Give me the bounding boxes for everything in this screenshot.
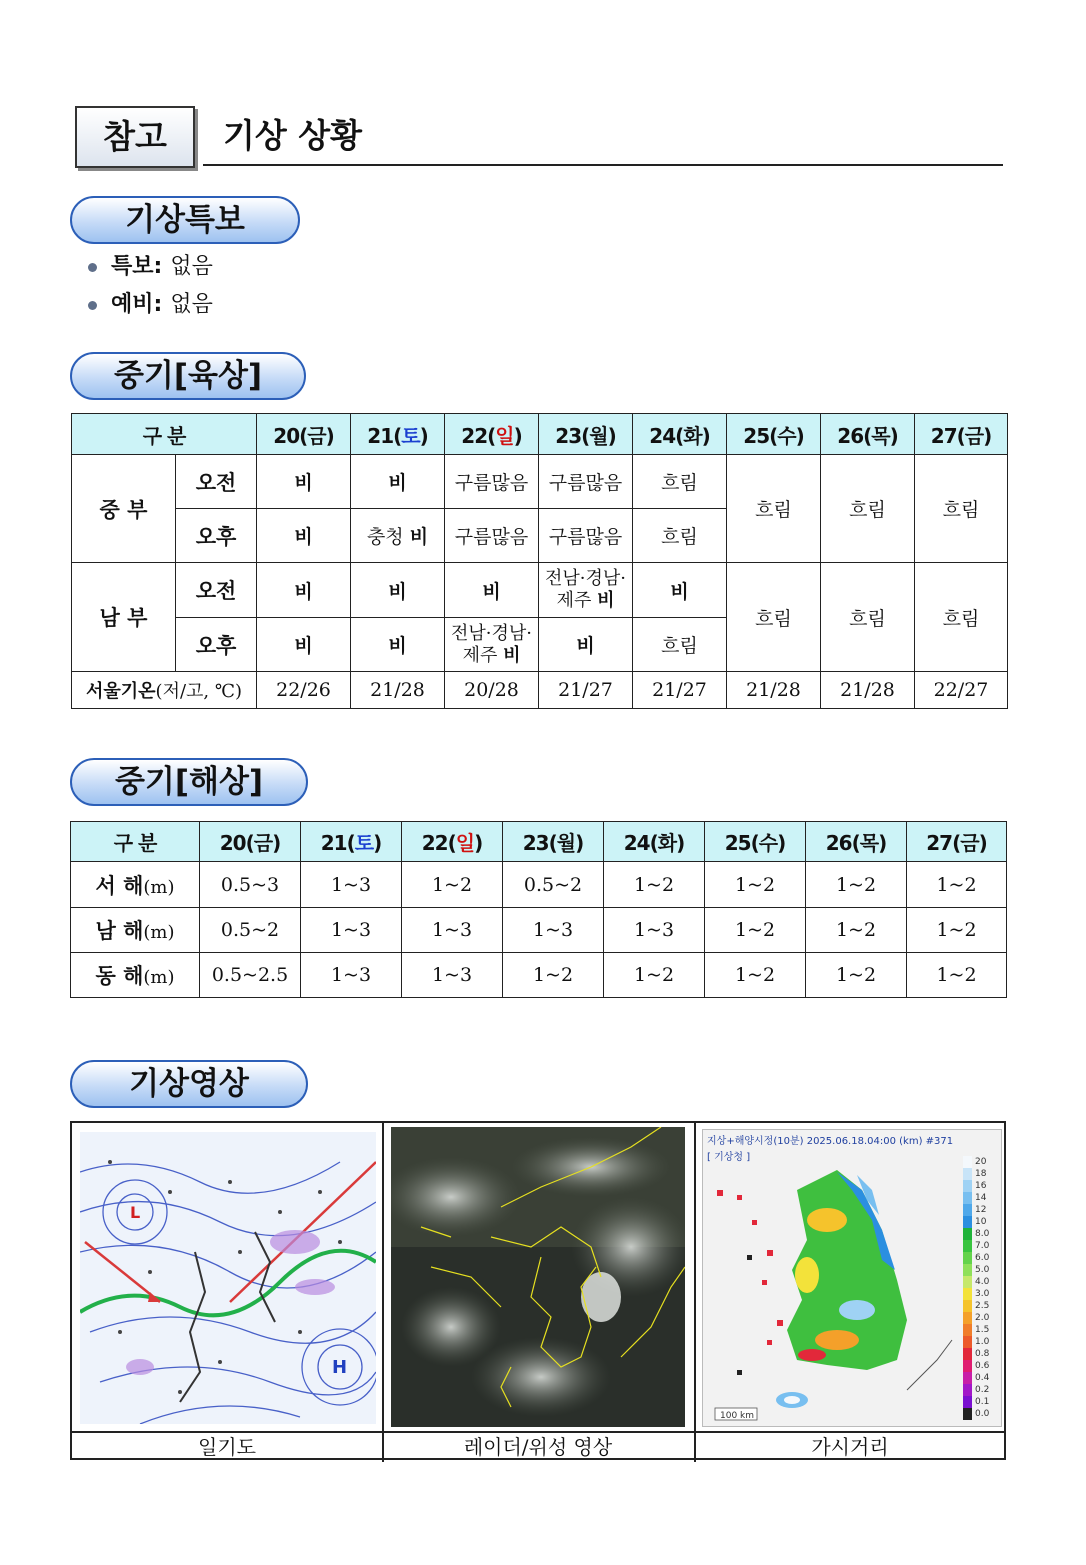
temp-cell: 22/27 — [915, 672, 1008, 709]
section-title-special: 기상특보 — [70, 196, 300, 244]
legend-swatch — [963, 1384, 972, 1396]
high-pressure-label: H — [332, 1357, 348, 1378]
forecast-cell: 흐림 — [727, 455, 821, 563]
wave-cell: 1~3 — [301, 862, 402, 908]
region-prefix: 전남·경남· — [545, 568, 627, 589]
legend-label: 4.0 — [975, 1277, 990, 1287]
low-pressure-label: L — [130, 1203, 141, 1222]
period-label: 오전 — [176, 563, 257, 618]
day-header: 20(금) — [200, 822, 301, 862]
day-header: 27(금) — [915, 414, 1008, 455]
legend-swatch — [963, 1156, 972, 1168]
forecast-cell: 비 — [257, 563, 351, 618]
forecast-cell: 구름많음 — [445, 509, 539, 563]
forecast-cell: 흐림 — [821, 455, 915, 563]
wave-cell: 1~2 — [705, 862, 806, 908]
forecast-cell: 비 — [445, 563, 539, 618]
legend-label: 2.5 — [975, 1301, 990, 1311]
sea-forecast-table — [70, 821, 1007, 998]
day-header: 22(일) — [402, 822, 503, 862]
special-report-list — [88, 248, 213, 324]
sea-label: 동 해(m) — [71, 953, 200, 998]
title-underline — [203, 164, 1003, 166]
day-header: 23(월) — [503, 822, 604, 862]
legend-swatch — [963, 1408, 972, 1420]
forecast-cell: 흐림 — [727, 563, 821, 672]
legend-swatch — [963, 1360, 972, 1372]
forecast-cell: 흐림 — [915, 563, 1008, 672]
day-header: 23(월) — [539, 414, 633, 455]
land-forecast-table — [71, 413, 1008, 709]
day-header: 27(금) — [907, 822, 1007, 862]
section-title-imagery: 기상영상 — [70, 1060, 308, 1108]
seoul-temp-label: 서울기온(저/고, ℃) — [72, 672, 257, 709]
legend-swatch — [963, 1204, 972, 1216]
section-title-land: 중기[육상] — [70, 352, 306, 400]
wave-cell: 1~2 — [907, 953, 1007, 998]
temp-cell: 21/27 — [633, 672, 727, 709]
table-row — [72, 455, 1008, 509]
period-label: 오후 — [176, 509, 257, 563]
wave-cell: 0.5~3 — [200, 862, 301, 908]
forecast-cell: 비 — [257, 509, 351, 563]
period-label: 오전 — [176, 455, 257, 509]
legend-label: 0.0 — [975, 1409, 990, 1419]
region-prefix: 전남·경남· — [451, 622, 533, 644]
forecast-cell: 흐림 — [633, 618, 727, 672]
forecast-cell: 비 — [633, 563, 727, 618]
wave-cell: 1~3 — [301, 908, 402, 953]
forecast-cell: 비 — [351, 563, 445, 618]
wave-cell: 1~3 — [402, 908, 503, 953]
legend-swatch — [963, 1216, 972, 1228]
legend-swatch — [963, 1396, 972, 1408]
weather-chart-cell — [72, 1123, 384, 1431]
wave-cell: 1~2 — [907, 908, 1007, 953]
reference-tag: 참고 — [75, 106, 195, 168]
wave-cell: 1~2 — [907, 862, 1007, 908]
forecast-cell: 비 — [257, 618, 351, 672]
legend-label: 0.4 — [975, 1373, 990, 1383]
sea-label: 남 해(m) — [71, 908, 200, 953]
legend-swatch — [963, 1312, 972, 1324]
table-row — [72, 563, 1008, 618]
day-header: 24(화) — [604, 822, 705, 862]
page-title: 기상 상황 — [223, 116, 363, 155]
wave-cell: 1~2 — [604, 862, 705, 908]
imagery-panel — [70, 1121, 1006, 1460]
legend-swatch — [963, 1336, 972, 1348]
region-label-central: 중 부 — [72, 455, 176, 563]
temp-cell: 20/28 — [445, 672, 539, 709]
forecast-cell: 비 — [351, 455, 445, 509]
forecast-main: 비 — [503, 644, 521, 666]
wave-cell: 1~2 — [503, 953, 604, 998]
legend-label: 0.6 — [975, 1361, 990, 1371]
wave-cell: 0.5~2.5 — [200, 953, 301, 998]
legend-swatch — [963, 1252, 972, 1264]
korea-visibility-map — [707, 1160, 957, 1424]
day-header: 24(화) — [633, 414, 727, 455]
legend-swatch — [963, 1228, 972, 1240]
temp-cell: 21/28 — [727, 672, 821, 709]
wave-cell: 1~3 — [402, 953, 503, 998]
legend-label: 1.5 — [975, 1325, 990, 1335]
table-row — [72, 672, 1008, 709]
forecast-cell: 구름많음 — [445, 455, 539, 509]
forecast-main: 비 — [597, 590, 615, 611]
legend-label: 16 — [975, 1181, 987, 1191]
legend-label: 0.2 — [975, 1385, 990, 1395]
legend-swatch — [963, 1168, 972, 1180]
legend-label: 20 — [975, 1157, 987, 1167]
table-row — [71, 862, 1007, 908]
agency-label: [ 기상청 ] — [707, 1152, 751, 1163]
wave-cell: 1~3 — [301, 953, 402, 998]
legend-label: 14 — [975, 1193, 987, 1203]
forecast-cell: 구름많음 — [539, 455, 633, 509]
legend-swatch — [963, 1180, 972, 1192]
visibility-legend — [963, 1156, 999, 1422]
satellite-image — [391, 1127, 685, 1427]
wave-cell: 1~3 — [503, 908, 604, 953]
forecast-cell: 비 — [539, 618, 633, 672]
table-header-row — [72, 414, 1008, 455]
legend-label: 12 — [975, 1205, 987, 1215]
day-header: 26(목) — [806, 822, 907, 862]
map-scale-label: 100 km — [720, 1411, 755, 1421]
legend-swatch — [963, 1372, 972, 1384]
legend-label: 18 — [975, 1169, 987, 1179]
region-label-south: 남 부 — [72, 563, 176, 672]
day-header: 22(일) — [445, 414, 539, 455]
weather-chart-image — [80, 1132, 376, 1424]
forecast-cell — [539, 563, 633, 618]
forecast-cell: 흐림 — [633, 455, 727, 509]
table-row — [71, 908, 1007, 953]
sea-label: 서 해(m) — [71, 862, 200, 908]
forecast-cell: 비 — [257, 455, 351, 509]
wave-cell: 1~2 — [604, 953, 705, 998]
wave-cell: 1~2 — [402, 862, 503, 908]
table-row — [71, 953, 1007, 998]
legend-swatch — [963, 1276, 972, 1288]
legend-label: 3.0 — [975, 1289, 990, 1299]
legend-swatch — [963, 1324, 972, 1336]
legend-label: 5.0 — [975, 1265, 990, 1275]
temp-cell: 22/26 — [257, 672, 351, 709]
day-header: 20(금) — [257, 414, 351, 455]
period-label: 오후 — [176, 618, 257, 672]
region-prefix: 제주 — [556, 590, 592, 611]
legend-label: 0.8 — [975, 1349, 990, 1359]
visibility-map-image — [702, 1129, 1002, 1427]
forecast-cell — [445, 618, 539, 672]
table-header-row — [71, 822, 1007, 862]
page-header — [75, 106, 1003, 168]
wave-cell: 1~2 — [705, 953, 806, 998]
legend-swatch — [963, 1240, 972, 1252]
bullet-icon — [88, 263, 97, 272]
caption-satellite: 레이더/위성 영상 — [382, 1431, 696, 1462]
bullet-icon — [88, 301, 97, 310]
legend-label: 6.0 — [975, 1253, 990, 1263]
forecast-main: 비 — [409, 526, 429, 548]
visibility-map-title: 지상+해양시정(10분) 2025.06.18.04:00 (km) #371 — [707, 1136, 954, 1147]
wave-cell: 1~2 — [806, 862, 907, 908]
temp-cell: 21/27 — [539, 672, 633, 709]
legend-label: 7.0 — [975, 1241, 990, 1251]
wave-cell: 1~2 — [705, 908, 806, 953]
forecast-cell: 흐림 — [915, 455, 1008, 563]
legend-label: 1.0 — [975, 1337, 990, 1347]
legend-swatch — [963, 1264, 972, 1276]
temp-cell: 21/28 — [351, 672, 445, 709]
forecast-cell: 흐림 — [821, 563, 915, 672]
caption-visibility: 가시거리 — [694, 1431, 1006, 1462]
satellite-cell — [382, 1123, 696, 1431]
item-value: 없음 — [170, 254, 213, 279]
section-title-sea: 중기[해상] — [70, 758, 308, 806]
legend-swatch — [963, 1348, 972, 1360]
forecast-cell: 비 — [351, 618, 445, 672]
legend-swatch — [963, 1288, 972, 1300]
legend-label: 8.0 — [975, 1229, 990, 1239]
day-header: 25(수) — [727, 414, 821, 455]
list-item — [88, 248, 213, 286]
wave-cell: 0.5~2 — [503, 862, 604, 908]
temp-cell: 21/28 — [821, 672, 915, 709]
day-header: 21(토) — [301, 822, 402, 862]
region-prefix: 제주 — [462, 644, 498, 666]
caption-weather-chart: 일기도 — [72, 1431, 384, 1462]
item-label: 예비: — [111, 292, 163, 317]
wave-cell: 1~3 — [604, 908, 705, 953]
item-value: 없음 — [170, 292, 213, 317]
region-prefix: 충청 — [366, 526, 404, 548]
wave-cell: 1~2 — [806, 908, 907, 953]
category-header: 구 분 — [72, 414, 257, 455]
legend-label: 0.1 — [975, 1397, 990, 1407]
category-header: 구 분 — [71, 822, 200, 862]
list-item — [88, 286, 213, 324]
legend-label: 10 — [975, 1217, 987, 1227]
forecast-cell — [351, 509, 445, 563]
forecast-cell: 구름많음 — [539, 509, 633, 563]
item-label: 특보: — [111, 254, 163, 279]
wave-cell: 0.5~2 — [200, 908, 301, 953]
legend-swatch — [963, 1192, 972, 1204]
day-header: 25(수) — [705, 822, 806, 862]
wave-cell: 1~2 — [806, 953, 907, 998]
forecast-cell: 흐림 — [633, 509, 727, 563]
legend-label: 2.0 — [975, 1313, 990, 1323]
day-header: 21(토) — [351, 414, 445, 455]
legend-swatch — [963, 1300, 972, 1312]
day-header: 26(목) — [821, 414, 915, 455]
visibility-map-cell — [694, 1123, 1006, 1431]
